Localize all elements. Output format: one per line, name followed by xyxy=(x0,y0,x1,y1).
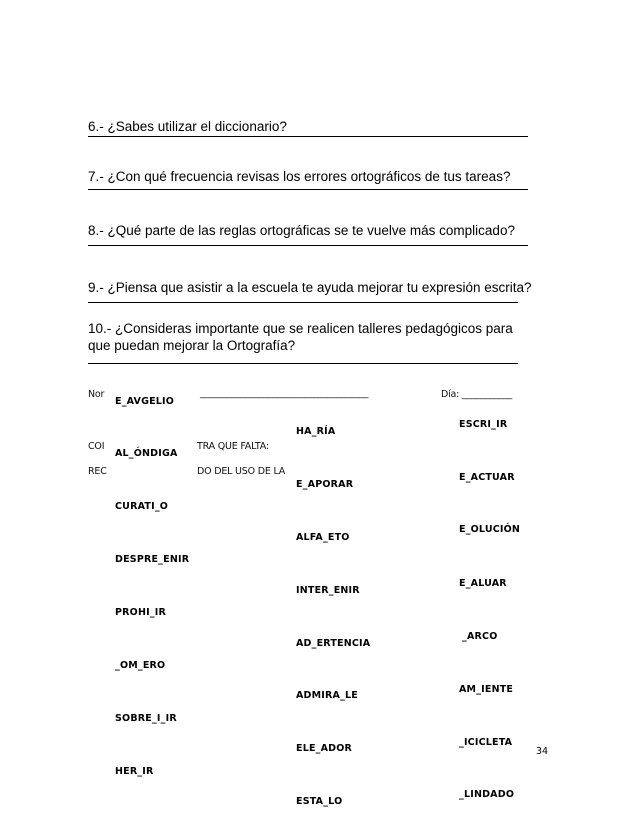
word-item: ESCRI_IR xyxy=(459,419,508,430)
question-10: 10.- ¿Consideras importante que se realicen talleres pedagógicos para que puedan mejorar la Ortografía? xyxy=(88,321,513,353)
word-item: ADMIRA_LE xyxy=(296,690,358,701)
question-6: 6.- ¿Sabes utilizar el diccionario? xyxy=(88,119,287,134)
word-item: HER_IR xyxy=(115,766,154,777)
word-item: ESTA_LO xyxy=(296,796,343,807)
name-line[interactable]: _____________________________________ xyxy=(200,388,369,399)
answer-line-10[interactable] xyxy=(88,363,518,364)
question-8: 8.- ¿Qué parte de las reglas ortográficas se te vuelve más complicado? xyxy=(88,223,515,238)
answer-line-6[interactable] xyxy=(88,136,528,137)
instruction-1-fragment: COI xyxy=(88,441,105,452)
word-item: SOBRE_I_IR xyxy=(115,713,177,724)
word-item: INTER_ENIR xyxy=(296,585,360,596)
word-item: CURATI_O xyxy=(115,501,169,512)
word-item: _ARCO xyxy=(462,631,498,642)
question-7: 7.- ¿Con qué frecuencia revisas los errores ortográficos de tus tareas? xyxy=(88,169,511,184)
instruction-2-fragment: REC xyxy=(88,466,107,477)
word-item: ALFA_ETO xyxy=(296,532,350,543)
instruction-1-continued: TRA QUE FALTA: xyxy=(197,441,269,452)
answer-line-8[interactable] xyxy=(88,245,528,246)
answer-line-9[interactable] xyxy=(88,302,518,303)
word-item: PROHI_IR xyxy=(115,607,167,618)
day-label[interactable]: Día: ___________ xyxy=(441,389,513,400)
instruction-2-continued: DO DEL USO DE LA xyxy=(197,466,286,477)
word-item: HA_RÍA xyxy=(296,426,336,437)
word-item: AD_ERTENCIA xyxy=(296,638,371,649)
word-item: _ICICLETA xyxy=(459,737,513,748)
name-label-fragment: Nor xyxy=(88,389,105,400)
word-item: AM_IENTE xyxy=(459,684,514,695)
word-item: E_OLUCIÓN xyxy=(459,524,521,535)
page-number: 34 xyxy=(536,746,549,757)
word-item: DESPRE_ENIR xyxy=(115,554,190,565)
word-item: E_AVGELIO xyxy=(115,396,175,407)
word-item: E_ACTUAR xyxy=(459,472,515,483)
answer-line-7[interactable] xyxy=(88,189,528,190)
word-item: AL_ÓNDIGA xyxy=(115,448,178,459)
word-item: E_APORAR xyxy=(296,479,354,490)
question-9: 9.- ¿Piensa que asistir a la escuela te ayuda mejorar tu expresión escrita? xyxy=(88,280,532,295)
word-item: E_ALUAR xyxy=(459,578,507,589)
word-item: _LINDADO xyxy=(459,789,515,800)
word-item: _OM_ERO xyxy=(115,660,166,671)
word-item: ELE_ADOR xyxy=(296,743,353,754)
